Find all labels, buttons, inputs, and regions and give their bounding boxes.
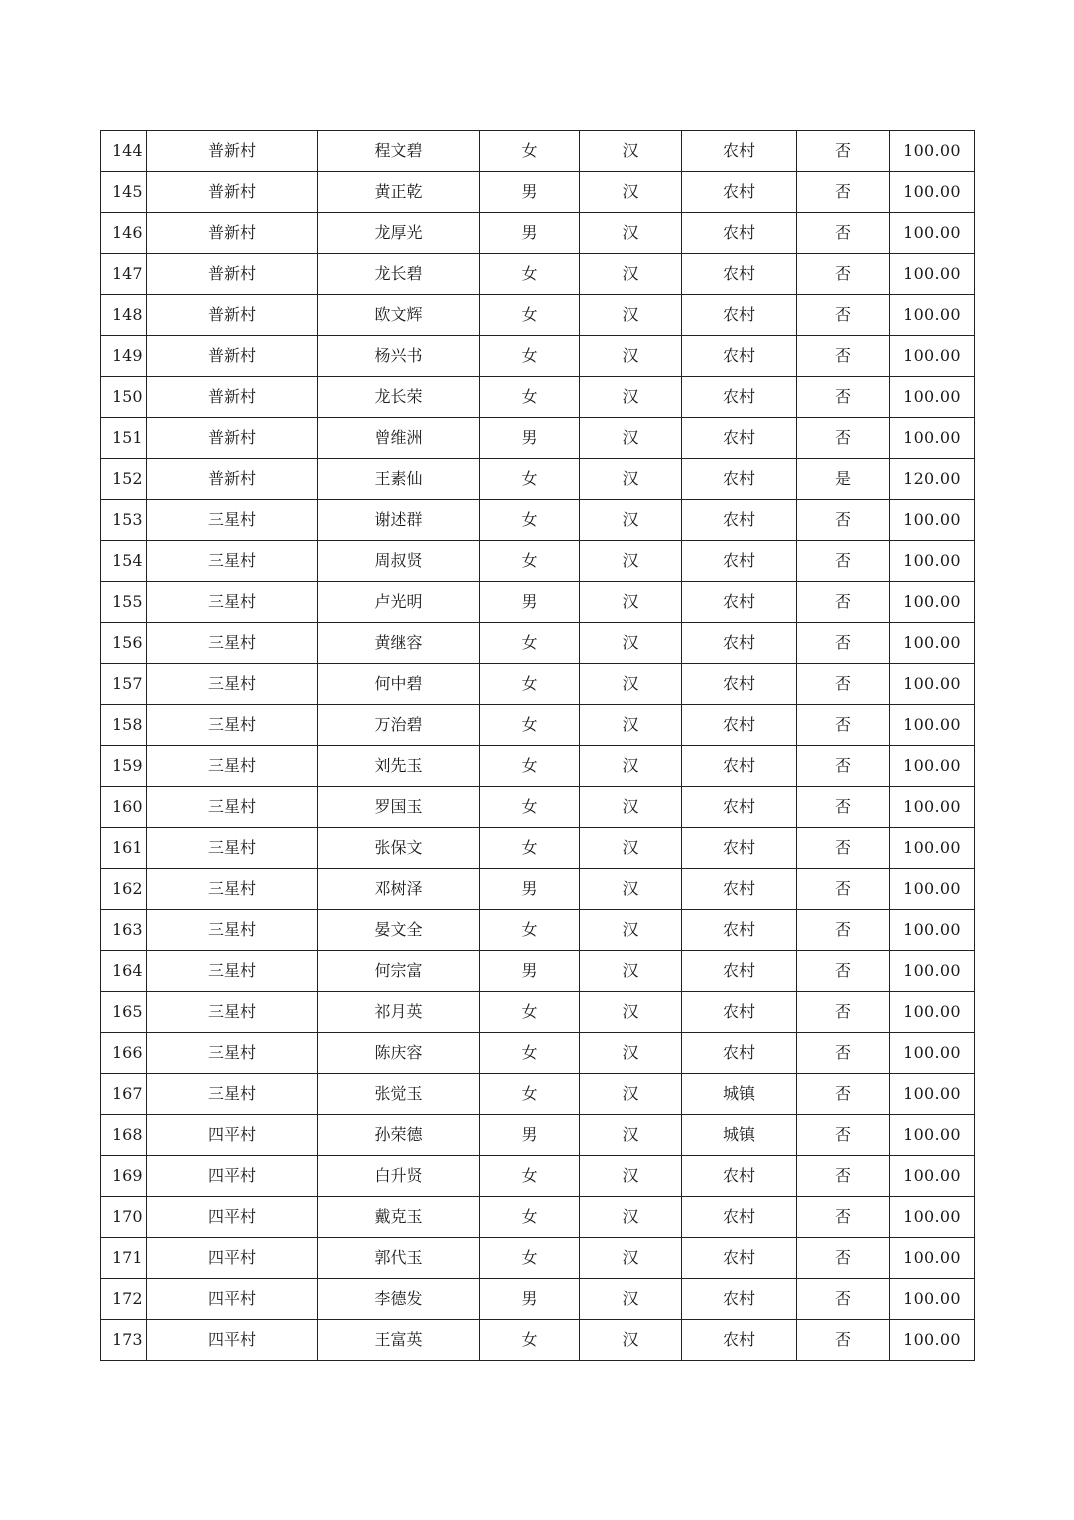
residence-type-cell: 农村 [682, 131, 797, 172]
ethnicity-cell: 汉 [580, 705, 682, 746]
gender-cell: 女 [480, 254, 580, 295]
amount-cell: 100.00 [890, 1238, 975, 1279]
amount-cell: 100.00 [890, 582, 975, 623]
ethnicity-cell: 汉 [580, 459, 682, 500]
row-number-cell: 172 [101, 1279, 147, 1320]
table-row [101, 664, 975, 705]
gender-cell: 男 [480, 172, 580, 213]
table-row [101, 295, 975, 336]
name-cell: 卢光明 [318, 582, 480, 623]
village-cell: 三星村 [147, 992, 318, 1033]
residence-type-cell: 农村 [682, 705, 797, 746]
name-cell: 黄正乾 [318, 172, 480, 213]
village-cell: 普新村 [147, 418, 318, 459]
flag-cell: 否 [797, 828, 890, 869]
name-cell: 龙厚光 [318, 213, 480, 254]
name-cell: 罗国玉 [318, 787, 480, 828]
residence-type-cell: 农村 [682, 992, 797, 1033]
table-row [101, 1074, 975, 1115]
ethnicity-cell: 汉 [580, 582, 682, 623]
name-cell: 张觉玉 [318, 1074, 480, 1115]
name-cell: 何中碧 [318, 664, 480, 705]
flag-cell: 否 [797, 582, 890, 623]
ethnicity-cell: 汉 [580, 1279, 682, 1320]
row-number-cell: 163 [101, 910, 147, 951]
name-cell: 戴克玉 [318, 1197, 480, 1238]
name-cell: 晏文全 [318, 910, 480, 951]
row-number-cell: 167 [101, 1074, 147, 1115]
village-cell: 四平村 [147, 1320, 318, 1361]
amount-cell: 100.00 [890, 418, 975, 459]
residence-type-cell: 农村 [682, 500, 797, 541]
village-cell: 三星村 [147, 582, 318, 623]
flag-cell: 否 [797, 910, 890, 951]
gender-cell: 女 [480, 992, 580, 1033]
flag-cell: 否 [797, 172, 890, 213]
name-cell: 邓树泽 [318, 869, 480, 910]
table-row [101, 1279, 975, 1320]
amount-cell: 100.00 [890, 1033, 975, 1074]
name-cell: 万治碧 [318, 705, 480, 746]
amount-cell: 100.00 [890, 910, 975, 951]
flag-cell: 否 [797, 1238, 890, 1279]
gender-cell: 女 [480, 746, 580, 787]
table-row [101, 746, 975, 787]
amount-cell: 100.00 [890, 705, 975, 746]
roster-body [101, 131, 975, 1361]
amount-cell: 100.00 [890, 172, 975, 213]
gender-cell: 女 [480, 500, 580, 541]
table-row [101, 1156, 975, 1197]
row-number-cell: 149 [101, 336, 147, 377]
row-number-cell: 154 [101, 541, 147, 582]
village-cell: 普新村 [147, 336, 318, 377]
gender-cell: 男 [480, 1115, 580, 1156]
gender-cell: 女 [480, 459, 580, 500]
ethnicity-cell: 汉 [580, 1197, 682, 1238]
flag-cell: 否 [797, 869, 890, 910]
table-row [101, 787, 975, 828]
flag-cell: 否 [797, 746, 890, 787]
table-row [101, 951, 975, 992]
village-cell: 三星村 [147, 664, 318, 705]
flag-cell: 否 [797, 1197, 890, 1238]
village-cell: 三星村 [147, 910, 318, 951]
ethnicity-cell: 汉 [580, 869, 682, 910]
gender-cell: 女 [480, 336, 580, 377]
amount-cell: 100.00 [890, 746, 975, 787]
residence-type-cell: 农村 [682, 1320, 797, 1361]
ethnicity-cell: 汉 [580, 1074, 682, 1115]
village-cell: 四平村 [147, 1115, 318, 1156]
table-row [101, 1115, 975, 1156]
table-row [101, 869, 975, 910]
roster-table [100, 130, 975, 1361]
gender-cell: 女 [480, 623, 580, 664]
name-cell: 郭代玉 [318, 1238, 480, 1279]
village-cell: 三星村 [147, 705, 318, 746]
village-cell: 三星村 [147, 951, 318, 992]
amount-cell: 100.00 [890, 295, 975, 336]
gender-cell: 男 [480, 951, 580, 992]
table-row [101, 1238, 975, 1279]
row-number-cell: 147 [101, 254, 147, 295]
table-row [101, 459, 975, 500]
flag-cell: 否 [797, 664, 890, 705]
ethnicity-cell: 汉 [580, 664, 682, 705]
row-number-cell: 144 [101, 131, 147, 172]
row-number-cell: 165 [101, 992, 147, 1033]
village-cell: 四平村 [147, 1156, 318, 1197]
ethnicity-cell: 汉 [580, 131, 682, 172]
name-cell: 李德发 [318, 1279, 480, 1320]
name-cell: 王富英 [318, 1320, 480, 1361]
flag-cell: 否 [797, 1279, 890, 1320]
amount-cell: 100.00 [890, 1115, 975, 1156]
ethnicity-cell: 汉 [580, 992, 682, 1033]
amount-cell: 100.00 [890, 1320, 975, 1361]
village-cell: 四平村 [147, 1197, 318, 1238]
row-number-cell: 171 [101, 1238, 147, 1279]
name-cell: 杨兴书 [318, 336, 480, 377]
row-number-cell: 148 [101, 295, 147, 336]
residence-type-cell: 农村 [682, 172, 797, 213]
residence-type-cell: 农村 [682, 1197, 797, 1238]
row-number-cell: 151 [101, 418, 147, 459]
table-row [101, 172, 975, 213]
amount-cell: 100.00 [890, 1156, 975, 1197]
ethnicity-cell: 汉 [580, 787, 682, 828]
residence-type-cell: 农村 [682, 1238, 797, 1279]
ethnicity-cell: 汉 [580, 377, 682, 418]
ethnicity-cell: 汉 [580, 623, 682, 664]
name-cell: 王素仙 [318, 459, 480, 500]
table-row [101, 377, 975, 418]
village-cell: 普新村 [147, 295, 318, 336]
gender-cell: 女 [480, 787, 580, 828]
flag-cell: 否 [797, 705, 890, 746]
flag-cell: 否 [797, 1320, 890, 1361]
village-cell: 三星村 [147, 828, 318, 869]
table-row [101, 254, 975, 295]
name-cell: 程文碧 [318, 131, 480, 172]
row-number-cell: 168 [101, 1115, 147, 1156]
name-cell: 周叔贤 [318, 541, 480, 582]
residence-type-cell: 农村 [682, 1033, 797, 1074]
residence-type-cell: 农村 [682, 336, 797, 377]
ethnicity-cell: 汉 [580, 1156, 682, 1197]
amount-cell: 100.00 [890, 1279, 975, 1320]
name-cell: 陈庆容 [318, 1033, 480, 1074]
flag-cell: 否 [797, 500, 890, 541]
amount-cell: 100.00 [890, 951, 975, 992]
gender-cell: 男 [480, 869, 580, 910]
amount-cell: 100.00 [890, 213, 975, 254]
flag-cell: 否 [797, 418, 890, 459]
row-number-cell: 150 [101, 377, 147, 418]
flag-cell: 否 [797, 787, 890, 828]
ethnicity-cell: 汉 [580, 910, 682, 951]
residence-type-cell: 农村 [682, 295, 797, 336]
gender-cell: 女 [480, 1074, 580, 1115]
name-cell: 谢述群 [318, 500, 480, 541]
gender-cell: 女 [480, 1320, 580, 1361]
gender-cell: 男 [480, 213, 580, 254]
ethnicity-cell: 汉 [580, 213, 682, 254]
row-number-cell: 158 [101, 705, 147, 746]
residence-type-cell: 农村 [682, 1156, 797, 1197]
village-cell: 普新村 [147, 254, 318, 295]
flag-cell: 否 [797, 1156, 890, 1197]
village-cell: 三星村 [147, 787, 318, 828]
amount-cell: 100.00 [890, 787, 975, 828]
residence-type-cell: 农村 [682, 377, 797, 418]
flag-cell: 否 [797, 131, 890, 172]
village-cell: 三星村 [147, 869, 318, 910]
ethnicity-cell: 汉 [580, 500, 682, 541]
row-number-cell: 153 [101, 500, 147, 541]
residence-type-cell: 农村 [682, 910, 797, 951]
residence-type-cell: 农村 [682, 828, 797, 869]
gender-cell: 男 [480, 1279, 580, 1320]
table-row [101, 1197, 975, 1238]
amount-cell: 100.00 [890, 377, 975, 418]
flag-cell: 否 [797, 254, 890, 295]
gender-cell: 女 [480, 1033, 580, 1074]
row-number-cell: 160 [101, 787, 147, 828]
residence-type-cell: 农村 [682, 1279, 797, 1320]
amount-cell: 100.00 [890, 623, 975, 664]
ethnicity-cell: 汉 [580, 951, 682, 992]
amount-cell: 120.00 [890, 459, 975, 500]
name-cell: 龙长荣 [318, 377, 480, 418]
village-cell: 普新村 [147, 131, 318, 172]
amount-cell: 100.00 [890, 336, 975, 377]
row-number-cell: 156 [101, 623, 147, 664]
table-row [101, 131, 975, 172]
residence-type-cell: 农村 [682, 664, 797, 705]
village-cell: 普新村 [147, 377, 318, 418]
gender-cell: 女 [480, 377, 580, 418]
row-number-cell: 170 [101, 1197, 147, 1238]
row-number-cell: 161 [101, 828, 147, 869]
table-row [101, 541, 975, 582]
table-row [101, 418, 975, 459]
flag-cell: 否 [797, 295, 890, 336]
name-cell: 欧文辉 [318, 295, 480, 336]
amount-cell: 100.00 [890, 131, 975, 172]
row-number-cell: 169 [101, 1156, 147, 1197]
village-cell: 四平村 [147, 1279, 318, 1320]
table-row [101, 910, 975, 951]
village-cell: 普新村 [147, 459, 318, 500]
ethnicity-cell: 汉 [580, 541, 682, 582]
village-cell: 三星村 [147, 541, 318, 582]
name-cell: 祁月英 [318, 992, 480, 1033]
gender-cell: 女 [480, 664, 580, 705]
residence-type-cell: 农村 [682, 869, 797, 910]
flag-cell: 否 [797, 377, 890, 418]
village-cell: 三星村 [147, 1033, 318, 1074]
flag-cell: 否 [797, 951, 890, 992]
residence-type-cell: 农村 [682, 582, 797, 623]
residence-type-cell: 农村 [682, 418, 797, 459]
amount-cell: 100.00 [890, 664, 975, 705]
name-cell: 张保文 [318, 828, 480, 869]
row-number-cell: 162 [101, 869, 147, 910]
table-row [101, 213, 975, 254]
flag-cell: 否 [797, 336, 890, 377]
table-row [101, 705, 975, 746]
gender-cell: 女 [480, 541, 580, 582]
amount-cell: 100.00 [890, 254, 975, 295]
village-cell: 三星村 [147, 1074, 318, 1115]
amount-cell: 100.00 [890, 500, 975, 541]
ethnicity-cell: 汉 [580, 172, 682, 213]
gender-cell: 女 [480, 1197, 580, 1238]
residence-type-cell: 农村 [682, 213, 797, 254]
flag-cell: 否 [797, 1115, 890, 1156]
row-number-cell: 145 [101, 172, 147, 213]
flag-cell: 是 [797, 459, 890, 500]
ethnicity-cell: 汉 [580, 254, 682, 295]
table-row [101, 1033, 975, 1074]
village-cell: 三星村 [147, 746, 318, 787]
amount-cell: 100.00 [890, 869, 975, 910]
table-row [101, 623, 975, 664]
residence-type-cell: 农村 [682, 541, 797, 582]
row-number-cell: 159 [101, 746, 147, 787]
residence-type-cell: 农村 [682, 623, 797, 664]
residence-type-cell: 农村 [682, 951, 797, 992]
flag-cell: 否 [797, 992, 890, 1033]
gender-cell: 女 [480, 131, 580, 172]
residence-type-cell: 城镇 [682, 1115, 797, 1156]
row-number-cell: 155 [101, 582, 147, 623]
row-number-cell: 152 [101, 459, 147, 500]
name-cell: 曾维洲 [318, 418, 480, 459]
amount-cell: 100.00 [890, 828, 975, 869]
table-row [101, 500, 975, 541]
gender-cell: 女 [480, 828, 580, 869]
name-cell: 刘先玉 [318, 746, 480, 787]
village-cell: 普新村 [147, 213, 318, 254]
residence-type-cell: 农村 [682, 459, 797, 500]
row-number-cell: 157 [101, 664, 147, 705]
amount-cell: 100.00 [890, 1197, 975, 1238]
name-cell: 黄继容 [318, 623, 480, 664]
ethnicity-cell: 汉 [580, 746, 682, 787]
flag-cell: 否 [797, 1074, 890, 1115]
gender-cell: 女 [480, 295, 580, 336]
ethnicity-cell: 汉 [580, 418, 682, 459]
table-row [101, 336, 975, 377]
residence-type-cell: 农村 [682, 254, 797, 295]
table-row [101, 992, 975, 1033]
flag-cell: 否 [797, 213, 890, 254]
flag-cell: 否 [797, 541, 890, 582]
gender-cell: 女 [480, 1238, 580, 1279]
row-number-cell: 146 [101, 213, 147, 254]
residence-type-cell: 农村 [682, 746, 797, 787]
ethnicity-cell: 汉 [580, 828, 682, 869]
village-cell: 普新村 [147, 172, 318, 213]
name-cell: 何宗富 [318, 951, 480, 992]
ethnicity-cell: 汉 [580, 1320, 682, 1361]
amount-cell: 100.00 [890, 992, 975, 1033]
table-row [101, 828, 975, 869]
amount-cell: 100.00 [890, 1074, 975, 1115]
village-cell: 三星村 [147, 623, 318, 664]
name-cell: 龙长碧 [318, 254, 480, 295]
flag-cell: 否 [797, 623, 890, 664]
amount-cell: 100.00 [890, 541, 975, 582]
gender-cell: 女 [480, 1156, 580, 1197]
ethnicity-cell: 汉 [580, 1033, 682, 1074]
village-cell: 四平村 [147, 1238, 318, 1279]
gender-cell: 女 [480, 705, 580, 746]
ethnicity-cell: 汉 [580, 1115, 682, 1156]
row-number-cell: 166 [101, 1033, 147, 1074]
name-cell: 孙荣德 [318, 1115, 480, 1156]
residence-type-cell: 城镇 [682, 1074, 797, 1115]
ethnicity-cell: 汉 [580, 295, 682, 336]
ethnicity-cell: 汉 [580, 1238, 682, 1279]
gender-cell: 女 [480, 910, 580, 951]
residence-type-cell: 农村 [682, 787, 797, 828]
name-cell: 白升贤 [318, 1156, 480, 1197]
gender-cell: 男 [480, 582, 580, 623]
gender-cell: 男 [480, 418, 580, 459]
table-row [101, 1320, 975, 1361]
flag-cell: 否 [797, 1033, 890, 1074]
village-cell: 三星村 [147, 500, 318, 541]
row-number-cell: 173 [101, 1320, 147, 1361]
row-number-cell: 164 [101, 951, 147, 992]
table-row [101, 582, 975, 623]
ethnicity-cell: 汉 [580, 336, 682, 377]
